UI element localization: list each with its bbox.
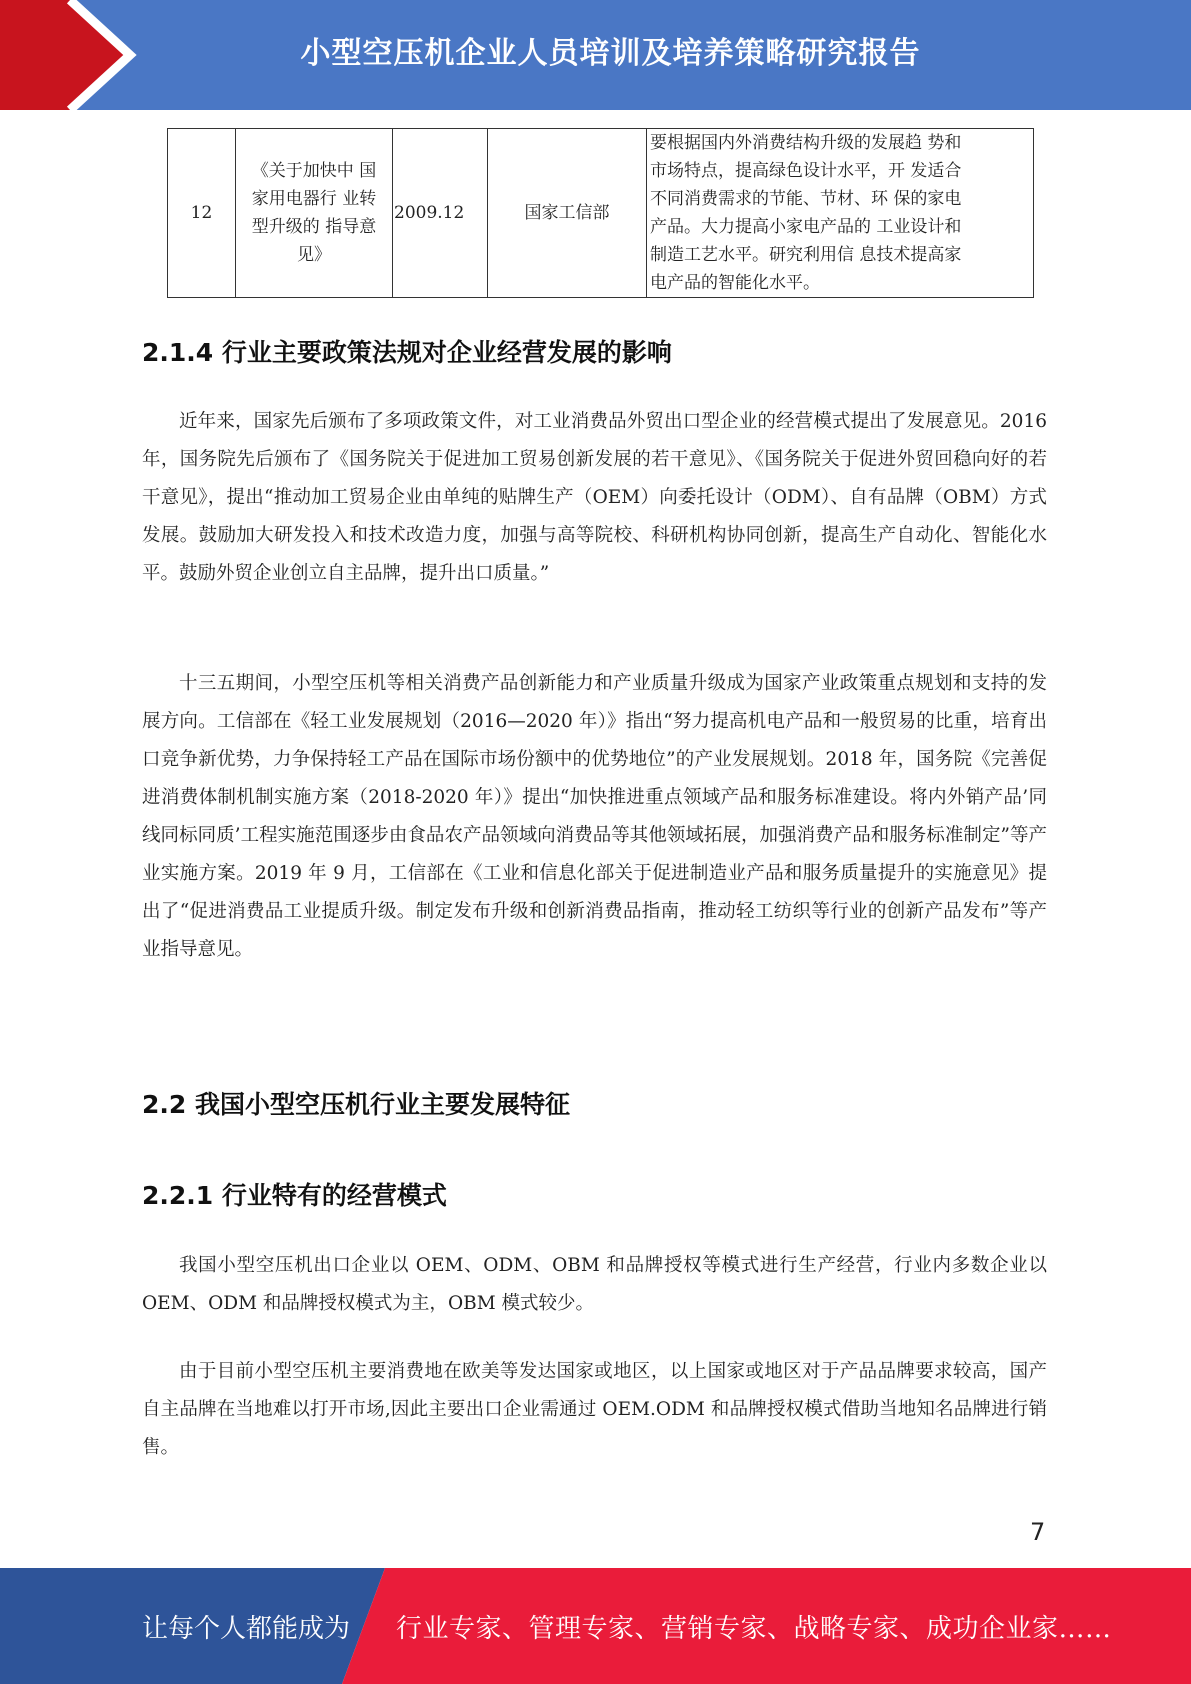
cell-date: 2009.12 <box>393 129 488 298</box>
content-line: 产品。大力提高小家电产品的 工业设计和 <box>650 217 962 237</box>
table-row <box>168 129 1034 298</box>
footer-slogan-right: 行业专家、管理专家、营销专家、战略专家、成功企业家…… <box>396 1613 1112 1644</box>
page-number: 7 <box>1030 1518 1046 1546</box>
title-line: 《关于加快中 国 <box>251 161 377 181</box>
footer-slogan-left: 让每个人都能成为 <box>142 1613 351 1644</box>
content-line: 市场特点，提高绿色设计水平，开 发适合 <box>650 161 962 181</box>
footer-band <box>0 1568 1191 1684</box>
heading-2-2-1: 2.2.1 行业特有的经营模式 <box>142 1181 447 1210</box>
content-line: 要根据国内外消费结构升级的发展趋 势和 <box>650 133 962 153</box>
cell-content <box>647 129 1034 298</box>
paragraph: 我国小型空压机出口企业以 OEM、ODM、OBM 和品牌授权等模式进行生产经营，行业内多数企业以 OEM、ODM 和品牌授权模式为主，OBM 模式较少。 <box>142 1255 1047 1314</box>
header-band <box>0 0 1191 110</box>
report-title: 小型空压机企业人员培训及培养策略研究报告 <box>300 36 921 71</box>
paragraph: 近年来，国家先后颁布了多项政策文件，对工业消费品外贸出口型企业的经营模式提出了发展意见。2016 年，国务院先后颁布了《国务院关于促进加工贸易创新发展的若干意见》、《国务院关于促进外贸回稳向好的若干意见》，提出“推动加工贸易企业由单纯的贴牌生产（OEM）向委托设计（ODM）、自有品牌（OBM）方式发展。鼓励加大研发投入和技术改造力度，加强与高等院校、科研机构协同创新，提高生产自动化、智能化水平。鼓励外贸企业创立自主品牌，提升出口质量。” <box>142 411 1047 584</box>
content-line: 不同消费需求的节能、节材、环 保的家电 <box>650 189 962 209</box>
title-line: 型升级的 指导意 <box>251 217 377 237</box>
cell-policy-title <box>236 129 393 298</box>
cell-number: 12 <box>168 129 236 298</box>
title-line: 见》 <box>297 245 331 265</box>
paragraph: 十三五期间，小型空压机等相关消费产品创新能力和产业质量升级成为国家产业政策重点规划和支持的发展方向。工信部在《轻工业发展规划（2016—2020 年）》指出“努力提高机电产品和一般贸易的比重，培育出口竞争新优势，力争保持轻工产品在国际市场份额中的优势地位”的产业发展规划。2018 年，国务院《完善促进消费体制机制实施方案（2018-2020 年）》提出“加快推进重点领域产品和服务标准建设。将内外销产品’同线同标同质’工程实施范围逐步由食品农产品领域向消费品等其他领域拓展，加强消费产品和服务标准制定”等产业实施方案。2019 年 9 月，工信部在《工业和信息化部关于促进制造业产品和服务质量提升的实施意见》提出了“促进消费品工业提质升级。制定发布升级和创新消费品指南，推动轻工纺织等行业的创新产品发布”等产业指导意见。 <box>142 673 1047 960</box>
heading-2-2: 2.2 我国小型空压机行业主要发展特征 <box>142 1090 570 1119</box>
paragraph: 由于目前小型空压机主要消费地在欧美等发达国家或地区，以上国家或地区对于产品品牌要求较高，国产自主品牌在当地难以打开市场,因此主要出口企业需通过 OEM.ODM 和品牌授权模式借助当地知名品牌进行销售。 <box>142 1361 1047 1458</box>
content-line: 电产品的智能化水平。 <box>650 273 820 293</box>
title-line: 家用电器行 业转 <box>251 189 377 209</box>
cell-department: 国家工信部 <box>488 129 647 298</box>
policy-table <box>167 128 1034 298</box>
heading-2-1-4: 2.1.4 行业主要政策法规对企业经营发展的影响 <box>142 338 672 367</box>
content-line: 制造工艺水平。研究利用信 息技术提高家 <box>650 245 962 265</box>
